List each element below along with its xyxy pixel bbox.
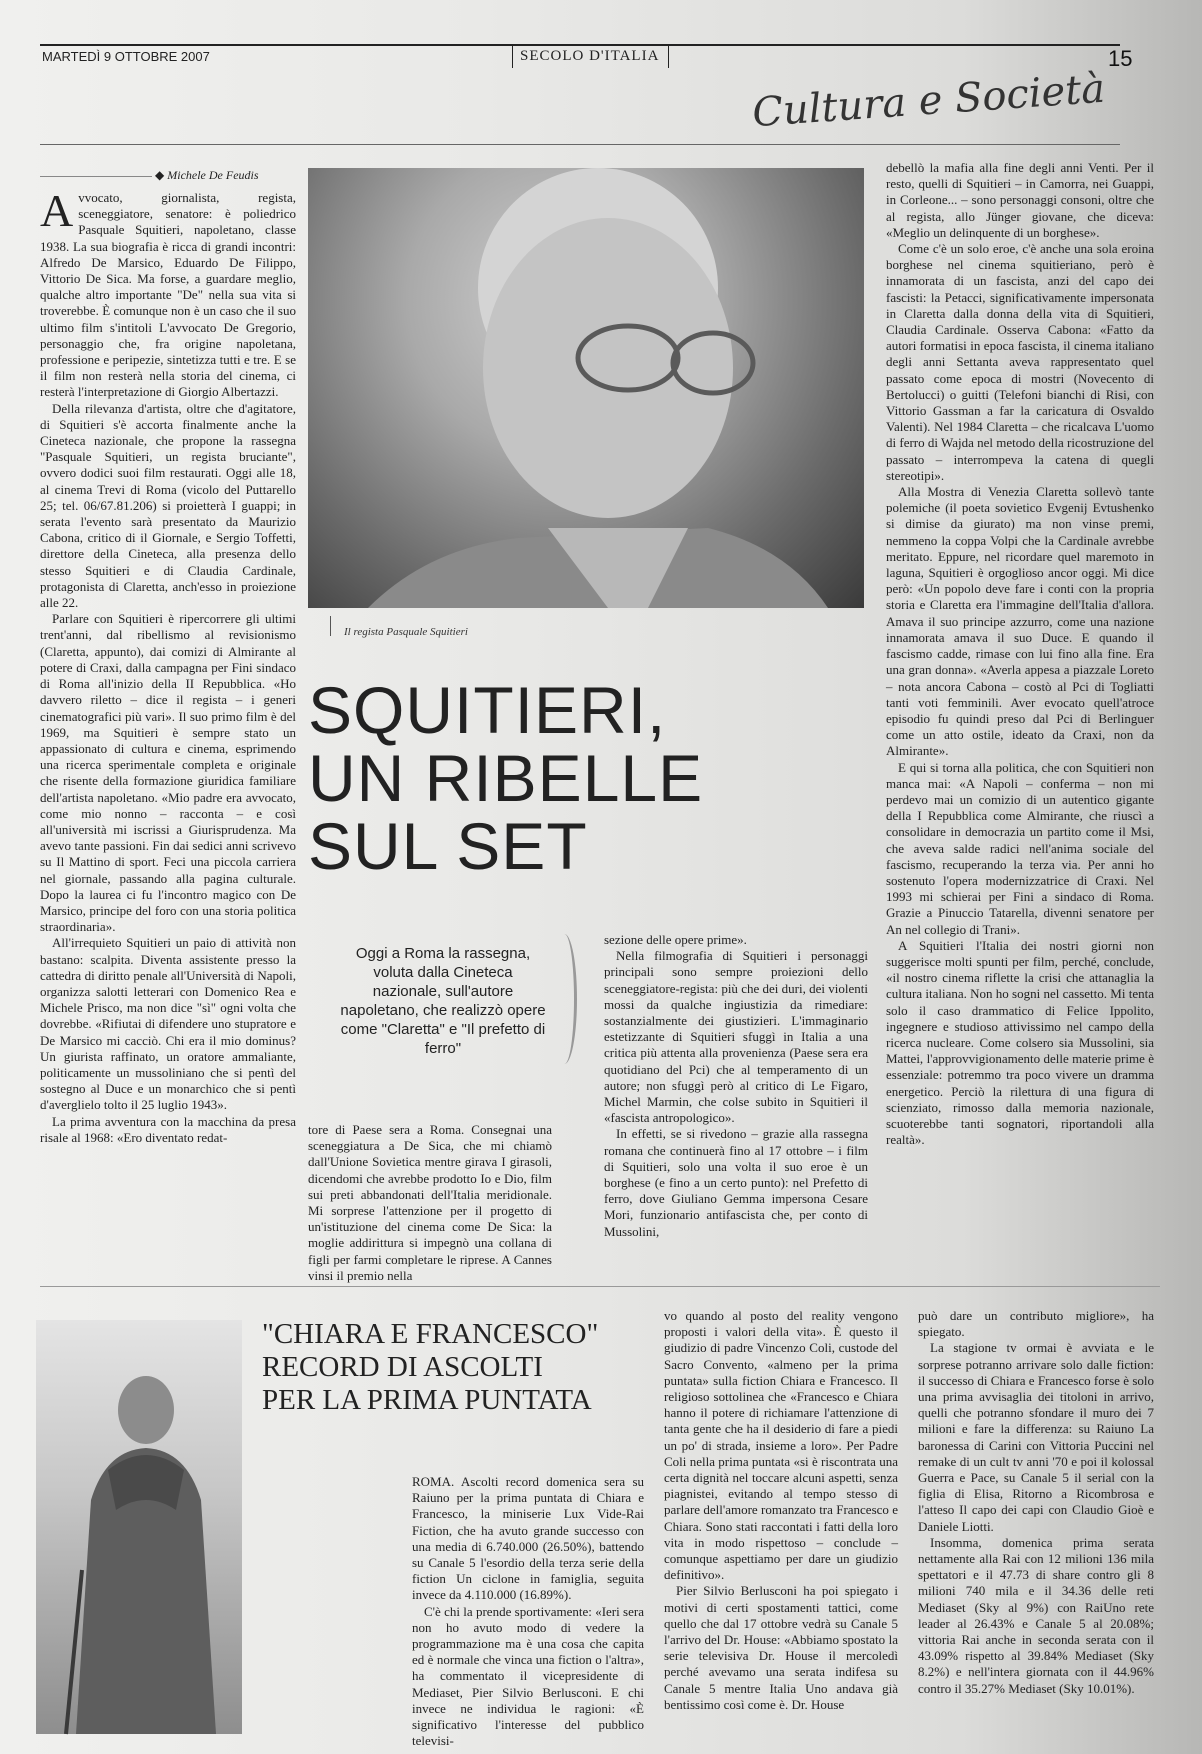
article-separator bbox=[40, 1286, 1160, 1287]
paragraph: La stagione tv ormai è avviata e le sorprese potranno arrivare solo dalle fiction: il successo di Chiara e Francesco forse è solo una prima avvisaglia dei titoloni in arrivo, quelli che potranno sfondare il muro dei 7 milioni e fare la differenza: su Raiuno La baronessa di Carini con Vittoria Puccini nel remake di un cult tv anni '70 e poi il kolossal Guerra e Pace, su Canale 5 il serial con la figlia di Elisa, Ritorno a Ricombrosa e l'atteso Il capo dei capi con Claudio Gioè e Daniele Liotti. bbox=[918, 1340, 1154, 1534]
header-divider bbox=[668, 44, 669, 68]
paragraph: può dare un contributo migliore», ha spiegato. bbox=[918, 1308, 1154, 1340]
paragraph: All'irrequieto Squitieri un paio di attività non bastano: scalpita. Diventa assistente presso la cattedra di diritto penale all'Università di Napoli, organizza salotti letterari con Domenico Rea e Michele Prisco, ma non dice "sì" ogni volta che dovrebbe. «Rifiutai di difendere uno stupratore e De Marsico mi cacciò. Chi era il mio dominus? Un giurista raffinato, un oratore ammaliante, politicamente un mussoliniano che si pentì del sostegno al Duce e un monarchico che si pentì d'averglielo tolto il 25 luglio 1943». bbox=[40, 935, 296, 1113]
paragraph: Alla Mostra di Venezia Claretta sollevò tante polemiche (il poeta sovietico Evgenij Evtushenko si dimise da giurato) ma non vinse premi, nemmeno la coppa Volpi che la Cardinale avrebbe meritato. Eppure, nel ricordare quel maremoto in laguna, Squitieri è orgoglioso ancor oggi. Mi dice però: «Un popolo deve fare i conti con la propria storia e Claretta era l'immagine dell'Italia d'allora. Amava il suo principe azzurro, come una nazione innamorata amava il suo Duce. E quando il fascismo cadde, rimase con lui fino alla fine. Era una gran donna». «Averla appesa a piazzale Loreto – nota ancora Cabona – costò al Pci di Togliatti tanti voti femminili. Aver evocato quell'atroce episodio fu quindi preso dal Pci di Berlinguer come un atto ostile, ideato da Craxi, non da Almirante». bbox=[886, 484, 1154, 759]
paragraph: La prima avventura con la macchina da presa risale al 1968: «Ero diventato redat- bbox=[40, 1113, 296, 1145]
article-column-1 bbox=[40, 185, 296, 1255]
paragraph: Insomma, domenica prima serata nettamente alla Rai con 12 milioni 136 mila spettatori e il 47.73 di share contro gli 8 milioni 740 mila e il 34.36 delle reti Mediaset (Sky al 9%) con RaiUno rete leader al 26.43% e Canale 5 al 20.08%; vittoria Rai anche in seconda serata con il 43.09% rispetto al 39.84% Mediaset (Sky 8.2%) e nell'intera giornata con il 44.96% contro il 35.27% Mediaset (Sky 10.01%). bbox=[918, 1534, 1154, 1696]
secondary-headline bbox=[262, 1318, 682, 1417]
paragraph: vo quando al posto del reality vengono proposti i valori della vita». È questo il giudizio di padre Vincenzo Coli, custode del Sacro Convento, «almeno per la prima puntata» sulla fiction Chiara e Francesco. Il religioso sottolinea che «Francesco e Chiara hanno il potere di richiamare l'attenzione di tanta gente che ha il desiderio di fare a piedi un po' di strada, insieme a loro». Per Padre Coli nella prima puntata «si è riscontrata una certa dignità nel toccare alcuni aspetti, senza piagnistei, evitando al tempo stesso di parlare dell'amore romanzato tra Francesco e Chiara. Sono stati raccontati i fatti della loro vita in modo rispettoso – conclude – comunque aspettiamo per dare un giudizio definitivo». bbox=[664, 1308, 898, 1583]
paragraph: C'è chi la prende sportivamente: «Ieri sera non ho avuto modo di vedere la programmazione ma è una cosa che capita ed è normale che vinca una fiction o l'altra», ha commentato il vicepresidente di Mediaset, Pier Silvio Berlusconi. E chi invece ne individua le ragioni: «È significativo l'interesse del pubblico televisi- bbox=[412, 1603, 644, 1749]
issue-date: MARTEDÌ 9 OTTOBRE 2007 bbox=[42, 49, 210, 64]
deck-bracket bbox=[552, 934, 577, 1064]
article-column-3 bbox=[604, 932, 868, 1257]
monk-illustration bbox=[36, 1320, 242, 1734]
paragraph: A Squitieri l'Italia dei nostri giorni non suggerisce molti spunti per film, perché, conclude, «il nostro cinema riflette la crisi che attanaglia la cultura italiana. Non ho sogni nel cassetto. Mi tenta solo il caso drammatico di Felice Ippolito, ingegnere e studioso attivissimo nel campo della ricerca nucleare. Come colsero sia Mussolini, sia Mattei, l'approvvigionamento delle materie prime è essenziale: potremmo tra poco vivere un dramma energetico. Perciò la rilettura di una figura di scienziato, rimosso dalla memoria nazionale, scuoterebbe tanti sognatori, riportandoli alla realtà». bbox=[886, 937, 1154, 1148]
main-headline bbox=[308, 673, 788, 883]
francesco-photo bbox=[36, 1320, 242, 1734]
page-number: 15 bbox=[1108, 46, 1133, 71]
article2-column-3 bbox=[918, 1308, 1154, 1736]
paragraph: Nella filmografia di Squitieri i personaggi principali sono sempre proiezioni dello sceneggiatore-regista: più che dei duri, dei violenti mossi da qualche ingiustizia da rimediare: sostanzialmente dei giustizieri. L'immaginario estetizzante di Squitieri sfuggì in Italia a una critica più attenta alla provenienza (Paese sera era quotidiano del Pci) che al temperamento di un autore; non sfuggì però al critico di Le Figaro, Michel Marmin, che colse subito in Squitieri il «fascista antropologico». bbox=[604, 948, 868, 1126]
paragraph: Pier Silvio Berlusconi ha poi spiegato i motivi di certi spostamenti tattici, come quello che dal 17 ottobre vedrà su Canale 5 l'arrivo del Dr. House: «Abbiamo spostato la serie televisiva Dr. House il mercoledì perché avevamo una serata indifesa su Canale 5 mentre Italia Uno andava già bentissimo così come è. Dr. House bbox=[664, 1583, 898, 1712]
article-column-2 bbox=[308, 1122, 552, 1283]
photo-caption: Il regista Pasquale Squitieri bbox=[344, 626, 468, 638]
headline-line: SQUITIERI, bbox=[308, 673, 667, 747]
headline-line: SUL SET bbox=[308, 809, 588, 883]
director-photo bbox=[308, 168, 864, 608]
paragraph: debellò la mafia alla fine degli anni Venti. Per il resto, quelli di Squitieri – in Camorra, nei Guappi, in Corleone... – sono personaggi consoni, oltre che al regista, allo Jünger giovane, che diceva: «Meglio un delinquente di un borghese». bbox=[886, 160, 1154, 240]
paragraph: Come c'è un solo eroe, c'è anche una sola eroina borghese nel cinema squitieriano, però è innamorata di un fascista, anzi del capo dei fascisti: la Petacci, significativamente impersonata in Claretta dalla donna della vita di Squitieri, Claudia Cardinale. Osserva Cabona: «Fatto da autori formatisi in epoca fascista, il cinema italiano degli anni Settanta aveva rappresentato quel passato come epoca di mostri (Novecento di Bertolucci) o guitti (Telefoni bianchi di Risi, con Vittorio Gassman a far la caricatura di Osvaldo Valenti). Nel 1984 Claretta – che ricalcava L'uomo di ferro di Wajda nel metodo della ricostruzione del passato – interrompeva la catena di quegli stereotipi». bbox=[886, 241, 1155, 483]
headline-line: RECORD DI ASCOLTI bbox=[262, 1351, 543, 1383]
header-rule bbox=[40, 44, 1120, 46]
paragraph: sezione delle opere prime». bbox=[604, 932, 747, 947]
byline-rule bbox=[40, 176, 152, 177]
caption-rule bbox=[330, 616, 331, 636]
paragraph: tore di Paese sera a Roma. Consegnai una sceneggiatura a De Sica, che mi chiamò dall'Unione Sovietica mentre girava I girasoli, dicendomi che avrebbe prodotto Io e Dio, film sui preti abbandonati dell'Italia meridionale. Mi sorprese l'attenzione per il progetto di un'istituzione del cinema come De Sica: la moglie addirittura si impegnò una collana di figli per farmi completare le riprese. A Cannes vinsi il premio nella bbox=[308, 1122, 552, 1283]
article-deck: Oggi a Roma la rassegna, voluta dalla Cineteca nazionale, sull'autore napoletano, che realizzò opere come "Claretta" e "Il prefetto di ferro" bbox=[340, 945, 546, 1057]
header-divider bbox=[512, 44, 513, 68]
headline-line: PER LA PRIMA PUNTATA bbox=[262, 1384, 592, 1416]
drop-cap: A bbox=[40, 185, 74, 236]
paragraph: In effetti, se si rivedono – grazie alla rassegna romana che continuerà fino al 17 ottobre – i film di Squitieri, solo una volta il suo eroe è un borghese (e fino a un certo punto): nel Prefetto di ferro, dove Giuliano Gemma impersona Cesare Mori, funzionario antifascista che, per conto di Mussolini, bbox=[604, 1126, 868, 1239]
paragraph: Parlare con Squitieri è ripercorrere gli ultimi trent'anni, dal ribellismo al revisionismo (Claretta, appunto), dai comizi di Almirante al potere di Craxi, dalla campagna per Fini sindaco di Roma all'inizio della II Repubblica. «Ho davvero riletto – dice il regista – i generi cinematografici più vari». Il suo primo film è del 1969, ma Squitieri è sempre stato un appassionato di cultura e cinema, esprimendo una ricerca sperimentale completa e originale che risente della formazione giuridica familiare dell'artista napoletano. «Mio padre era avvocato, come mio nonno – racconta – e così all'università mi iscrissi a Giurisprudenza. Ma avevo tante passioni. Fin dai sedici anni scrivevo su Il Mattino di sport. Feci una piccola carriera nel giornale, passando alla pagina culturale. Dopo la laurea ci fu l'incontro magico con De Marsico, principe del foro con una storia politica straordinaria». bbox=[40, 611, 296, 935]
author-name: Michele De Feudis bbox=[167, 168, 259, 182]
section-title: Cultura e Società bbox=[750, 65, 1107, 137]
article-column-4 bbox=[886, 160, 1154, 1258]
section-rule bbox=[40, 144, 1120, 145]
article2-column-2 bbox=[664, 1308, 898, 1736]
article2-column-1 bbox=[412, 1474, 644, 1749]
byline: ◆ Michele De Feudis bbox=[155, 168, 259, 182]
headline-line: UN RIBELLE bbox=[308, 741, 704, 815]
portrait-illustration bbox=[308, 168, 864, 608]
paragraph: Della rilevanza d'artista, oltre che d'agitatore, di Squitieri s'è accorta finalmente anche la Cineteca nazionale, che propone la rassegna "Pasquale Squitieri, un regista bruciante", ovvero dodici suoi film restaurati. Oggi alle 18, al cinema Trevi di Roma (vicolo del Puttarello 25; tel. 06/67.81.206) si proietterà I guappi; in serata l'evento sarà presentato da Maurizio Cabona, critico di il Giornale, e Sergio Toffetti, direttore della Cineteca, alla presenza dello stesso Squitieri e di Claudia Cardinale, protagonista di Claretta, anch'esso in proiezione alle 22. bbox=[40, 400, 296, 611]
paper-name: SECOLO D'ITALIA bbox=[520, 48, 660, 64]
paragraph: vvocato, giornalista, regista, sceneggiatore, senatore: è poliedrico Pasquale Squitieri, napoletano, classe 1938. La sua biografia è ricca di grandi incontri: Alfredo De Marsico, Eduardo De Filippo, Vittorio De Sica. Ma forse, a guardare meglio, qualche altro importante "De" nella sua vita si troverebbe. È comunque non è un caso che il suo ultimo film s'intitoli L'avvocato De Gregorio, personaggio che, fra origine napoletana, professione e peripezie, sintetizza tutti e tre. E se il film non resterà nella storia del cinema, ci resterà l'interpretazione di Giorgio Albertazzi. bbox=[40, 190, 296, 400]
headline-line: "CHIARA E FRANCESCO" bbox=[262, 1318, 599, 1350]
paragraph: E qui si torna alla politica, che con Squitieri non manca mai: «A Napoli – conferma – non mi perdevo mai un comizio di un autentico gigante della I Repubblica come Almirante, che riuscì a consolidare in democrazia un partito come il Msi, che aveva salde radici nell'anima sociale del fascismo, recuperando la terza via. Per anni ho sostenuto l'opera modernizzatrice di Craxi. Nel 1993 mi schierai per Fini a sindaco di Roma. Grazie a Pinuccio Tatarella, divenni senatore per An nel collegio di Trani». bbox=[886, 759, 1154, 937]
paragraph: ROMA. Ascolti record domenica sera su Raiuno per la prima puntata di Chiara e Francesco, la miniserie Lux Vide-Rai Fiction, che ha avuto grande successo con una media di 6.740.000 (26.50%), battendo su Canale 5 l'esordio della terza serie della fiction Un ciclone in famiglia, seguita invece da 4.110.000 (16.89%). bbox=[412, 1474, 644, 1603]
